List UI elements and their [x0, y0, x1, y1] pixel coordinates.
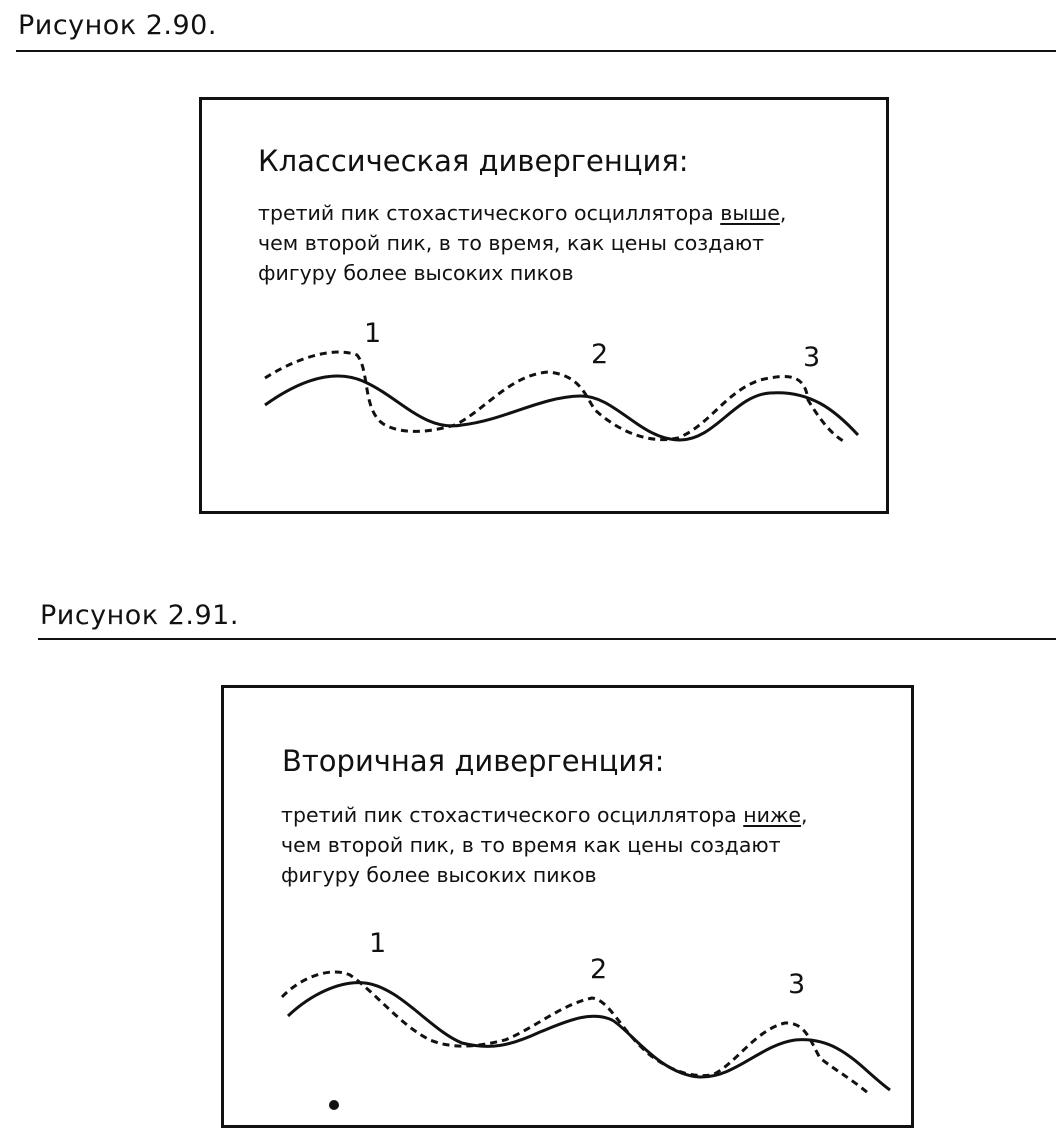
price-line	[265, 376, 858, 440]
peak-label-1: 1	[364, 318, 382, 349]
description-line-2: чем второй пик, в то время как цены создают	[281, 833, 781, 857]
figure-caption-2-91: Рисунок 2.91.	[40, 600, 239, 631]
oscillator-line	[282, 972, 868, 1093]
panel-title: Вторичная дивергенция:	[282, 744, 665, 778]
panel-title: Классическая дивергенция:	[258, 144, 689, 178]
peak-label-2: 2	[590, 954, 608, 985]
stray-dot	[329, 1100, 339, 1110]
description-line-2: чем второй пик, в то время, как цены создают	[258, 231, 765, 255]
figure-caption-2-90: Рисунок 2.90.	[18, 10, 217, 41]
description-line-3: фигуру более высоких пиков	[258, 261, 574, 285]
description-line-3: фигуру более высоких пиков	[281, 863, 597, 887]
description-line-1: третий пик стохастического осциллятора выше,	[258, 201, 787, 225]
peak-label-3: 3	[803, 342, 821, 373]
emphasis-word: ниже	[743, 803, 802, 827]
divergence-diagram-2-91	[0, 560, 1056, 1148]
divergence-diagram-2-90	[0, 0, 1056, 560]
peak-label-1: 1	[369, 928, 387, 959]
description-line-1: третий пик стохастического осциллятора ниже,	[281, 803, 808, 827]
peak-label-3: 3	[788, 969, 806, 1000]
emphasis-word: выше	[720, 201, 780, 225]
peak-label-2: 2	[591, 339, 609, 370]
